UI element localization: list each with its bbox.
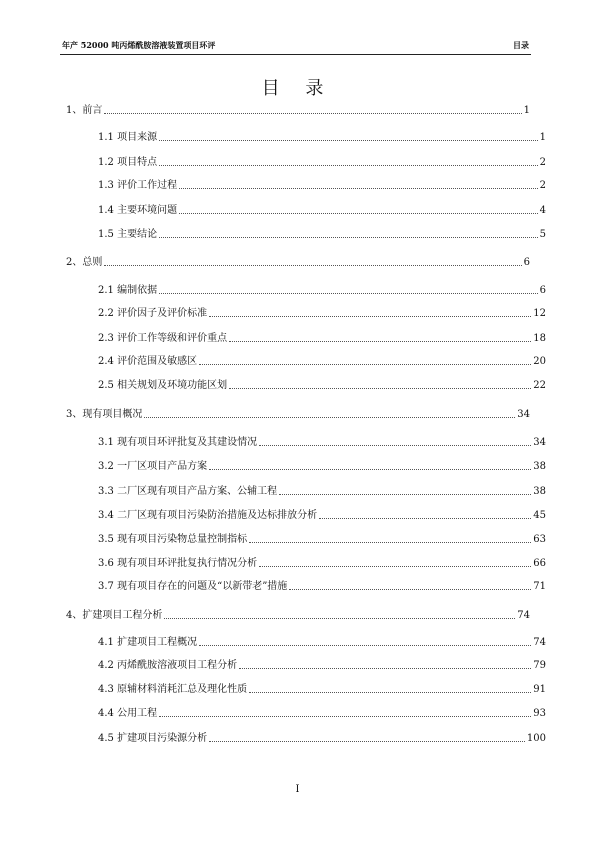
toc-entry-title: 4、扩建项目工程分析 [66, 610, 163, 621]
toc-leader-dots [159, 716, 531, 717]
toc-entry[interactable] [98, 157, 546, 169]
toc-entry[interactable] [98, 637, 546, 649]
toc-entry[interactable] [98, 510, 546, 522]
toc-entry-page-number: 18 [533, 333, 546, 344]
toc-entry[interactable] [98, 333, 546, 345]
toc-entry[interactable] [98, 733, 546, 745]
toc-entry[interactable] [66, 257, 530, 269]
toc-entry-page-number: 63 [533, 534, 546, 545]
toc-entry-page-number: 22 [533, 380, 546, 391]
toc-entry-title: 2.5 相关规划及环境功能区划 [98, 380, 228, 391]
toc-entry-page-number: 100 [526, 733, 546, 744]
toc-entry-page-number: 2 [539, 157, 546, 168]
toc-leader-dots [164, 618, 515, 619]
toc-entry[interactable] [98, 684, 546, 696]
toc-leader-dots [209, 469, 531, 470]
toc-leader-dots [279, 494, 531, 495]
toc-entry[interactable] [98, 486, 546, 498]
toc-leader-dots [319, 518, 531, 519]
toc-entry-title: 2、总则 [66, 257, 103, 268]
toc-entry-title: 2.1 编制依据 [98, 285, 158, 296]
toc-entry-title: 1、前言 [66, 105, 103, 116]
toc-entry-page-number: 12 [533, 308, 546, 319]
toc-entry-page-number: 34 [517, 409, 530, 420]
toc-entry[interactable] [98, 380, 546, 392]
toc-entry[interactable] [98, 356, 546, 368]
toc-entry[interactable] [98, 285, 546, 297]
toc-entry-title: 1.2 项目特点 [98, 157, 158, 168]
toc-entry-title: 4.3 原辅材料消耗汇总及理化性质 [98, 684, 248, 695]
toc-entry[interactable] [98, 534, 546, 546]
toc-entry[interactable] [98, 132, 546, 144]
toc-leader-dots [209, 316, 531, 317]
toc-leader-dots [249, 692, 531, 693]
toc-leader-dots [159, 165, 538, 166]
toc-entry-page-number: 4 [539, 205, 546, 216]
toc-leader-dots [199, 645, 531, 646]
toc-entry-title: 3.7 现有项目存在的问题及“以新带老”措施 [98, 581, 288, 592]
toc-entry[interactable] [98, 205, 546, 217]
toc-entry-title: 1.3 评价工作过程 [98, 180, 178, 191]
toc-leader-dots [159, 237, 538, 238]
toc-entry-page-number: 79 [533, 660, 546, 671]
toc-leader-dots [159, 293, 538, 294]
toc-entry-page-number: 74 [517, 610, 530, 621]
toc-entry-title: 4.5 扩建项目污染源分析 [98, 733, 208, 744]
page-title: 目 录 [261, 78, 334, 99]
toc-entry-page-number: 34 [533, 437, 546, 448]
toc-entry[interactable] [98, 660, 546, 672]
header-document-title: 年产 52000 吨丙烯酰胺溶液装置项目环评 [62, 40, 216, 50]
toc-entry-title: 4.2 丙烯酰胺溶液项目工程分析 [98, 660, 238, 671]
toc-entry-title: 4.1 扩建项目工程概况 [98, 637, 198, 648]
toc-entry[interactable] [98, 437, 546, 449]
toc-entry-title: 3、现有项目概况 [66, 409, 143, 420]
toc-entry-title: 1.4 主要环境问题 [98, 205, 178, 216]
toc-entry-title: 3.6 现有项目环评批复执行情况分析 [98, 558, 258, 569]
toc-entry-page-number: 38 [533, 461, 546, 472]
page-number: I [295, 784, 300, 795]
toc-entry-page-number: 6 [523, 257, 530, 268]
toc-entry-title: 3.5 现有项目污染物总量控制指标 [98, 534, 248, 545]
toc-entry-title: 1.5 主要结论 [98, 229, 158, 240]
toc-entry-page-number: 1 [523, 105, 530, 116]
toc-entry[interactable] [66, 105, 530, 117]
toc-entry-page-number: 6 [539, 285, 546, 296]
toc-entry-page-number: 2 [539, 180, 546, 191]
toc-entry-title: 3.4 二厂区现有项目污染防治措施及达标排放分析 [98, 510, 318, 521]
toc-leader-dots [199, 364, 531, 365]
toc-entry-page-number: 5 [539, 229, 546, 240]
toc-leader-dots [259, 445, 531, 446]
toc-leader-dots [289, 589, 531, 590]
toc-entry-page-number: 74 [533, 637, 546, 648]
toc-entry-title: 4.4 公用工程 [98, 708, 158, 719]
toc-entry-page-number: 91 [533, 684, 546, 695]
toc-leader-dots [259, 566, 531, 567]
toc-entry-page-number: 71 [533, 581, 546, 592]
toc-entry[interactable] [98, 558, 546, 570]
toc-leader-dots [229, 341, 531, 342]
toc-entry-title: 3.3 二厂区现有项目产品方案、公辅工程 [98, 486, 278, 497]
toc-entry-title: 3.1 现有项目环评批复及其建设情况 [98, 437, 258, 448]
toc-entry-title: 3.2 一厂区项目产品方案 [98, 461, 208, 472]
toc-leader-dots [144, 417, 515, 418]
toc-entry-title: 2.3 评价工作等级和评价重点 [98, 333, 228, 344]
toc-entry-page-number: 20 [533, 356, 546, 367]
toc-entry-title: 1.1 项目来源 [98, 132, 158, 143]
toc-leader-dots [249, 542, 531, 543]
toc-leader-dots [104, 113, 521, 114]
toc-entry[interactable] [98, 581, 546, 593]
toc-entry[interactable] [98, 180, 546, 192]
toc-entry[interactable] [66, 610, 530, 622]
toc-entry-title: 2.4 评价范围及敏感区 [98, 356, 198, 367]
toc-entry-page-number: 45 [533, 510, 546, 521]
toc-entry-title: 2.2 评价因子及评价标准 [98, 308, 208, 319]
toc-entry[interactable] [98, 308, 546, 320]
toc-entry-page-number: 66 [533, 558, 546, 569]
toc-entry-page-number: 93 [533, 708, 546, 719]
page-header [60, 38, 531, 55]
toc-entry-page-number: 38 [533, 486, 546, 497]
toc-leader-dots [229, 388, 531, 389]
toc-entry[interactable] [98, 708, 546, 720]
toc-entry[interactable] [66, 409, 530, 421]
toc-leader-dots [179, 213, 538, 214]
toc-entry[interactable] [98, 229, 546, 241]
toc-entry-page-number: 1 [539, 132, 546, 143]
toc-entry[interactable] [98, 461, 546, 473]
toc-leader-dots [179, 188, 538, 189]
toc-leader-dots [209, 741, 525, 742]
toc-leader-dots [239, 668, 531, 669]
toc-leader-dots [159, 140, 538, 141]
header-section-label: 目录 [513, 40, 529, 50]
toc-leader-dots [104, 265, 521, 266]
